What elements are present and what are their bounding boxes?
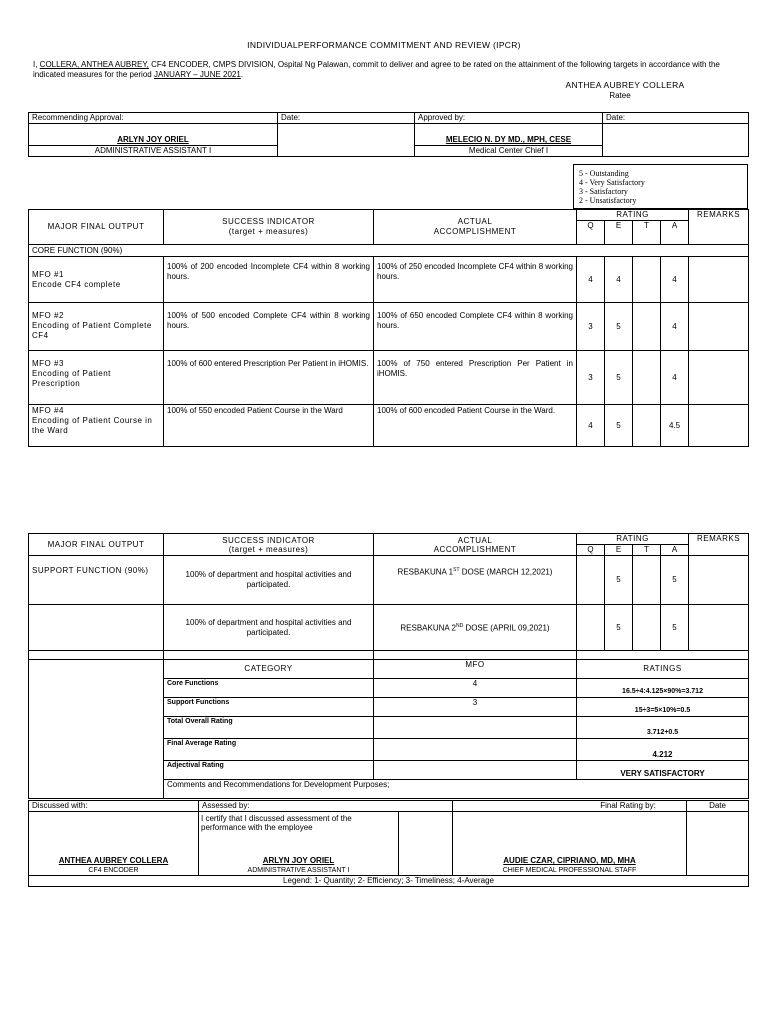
table-row	[29, 351, 749, 405]
actual-accomplishment: RESBAKUNA 2ND DOSE (APRIL 09,2021)	[374, 605, 577, 651]
header-a: A	[661, 545, 689, 556]
actual-accomplishment: 100% of 250 encoded Incomplete CF4 within 8 working hours.	[374, 257, 577, 303]
mfo-cell: MFO #1 Encode CF4 complete	[29, 257, 164, 303]
table-row	[29, 303, 749, 351]
rating-t	[633, 405, 661, 447]
rating-t	[633, 556, 661, 605]
legend: Legend: 1- Quantity; 2- Efficiency; 3- Timeliness; 4-Average	[29, 876, 749, 887]
scale-item: 4 - Very Satisfactory	[579, 178, 645, 187]
rating-e: 5	[605, 303, 633, 351]
discussed-signatory: ANTHEA AUBREY COLLERA CF4 ENCODER	[29, 812, 199, 876]
recommending-label: Recommending Approval:	[29, 113, 278, 124]
core-functions-label: Core Functions	[164, 679, 374, 698]
employee-name: COLLERA, ANTHEA AUBREY,	[39, 60, 149, 69]
rating-a: 5	[661, 556, 689, 605]
period: JANUARY – JUNE 2021	[153, 70, 241, 79]
remarks-cell	[689, 257, 749, 303]
ratee-label: Ratee	[609, 91, 631, 100]
scale-item: 3 - Satisfactory	[579, 187, 628, 196]
adjectival-rating-label: Adjectival Rating	[164, 761, 374, 780]
header-actual: ACTUAL ACCOMPLISHMENT	[374, 210, 577, 245]
rating-t	[633, 351, 661, 405]
support-mfo-count: 3	[374, 698, 577, 717]
header-success-indicator: SUCCESS INDICATOR (target + measures)	[164, 210, 374, 245]
rating-e: 5	[605, 556, 633, 605]
table-row	[29, 605, 749, 651]
actual-accomplishment: 100% of 600 encoded Patient Course in the Ward.	[374, 405, 577, 447]
core-function-label: CORE FUNCTION (90%)	[29, 245, 749, 257]
success-indicator: 100% of 600 entered Prescription Per Patient in iHOMIS.	[164, 351, 374, 405]
approved-label: Approved by:	[415, 113, 603, 124]
rating-q: 4	[577, 405, 605, 447]
rating-e: 5	[605, 351, 633, 405]
support-summary-table	[28, 533, 749, 799]
certify-statement: I certify that I discussed assessment of the performance with the employee	[201, 814, 352, 832]
mfo-cell	[29, 605, 164, 651]
success-indicator: 100% of department and hospital activities and participated.	[164, 605, 374, 651]
category-header: CATEGORY	[164, 660, 374, 679]
signoff-table	[28, 800, 749, 887]
date-label: Date:	[278, 113, 415, 124]
success-indicator: 100% of 200 encoded Incomplete CF4 within 8 working hours.	[164, 257, 374, 303]
mfo-cell: MFO #4 Encoding of Patient Course in the Ward	[29, 405, 164, 447]
ratee-name: ANTHEA AUBREY COLLERA	[565, 80, 685, 90]
core-rating-calc: 16.5÷4:4.125×90%=3.712	[577, 679, 749, 698]
rating-q: 3	[577, 351, 605, 405]
final-average-rating: 4.212	[577, 739, 749, 761]
adjectival-rating: VERY SATISFACTORY	[577, 761, 749, 780]
table-row	[29, 556, 749, 605]
mfo-cell: MFO #3 Encoding of Patient Prescription	[29, 351, 164, 405]
commitment-statement: I, COLLERA, ANTHEA AUBREY, CF4 ENCODER, CMPS DIVISION, Ospital Ng Palawan, commit to deliver and agree to be rated on the attainment of the following targets in accordance with the indicated measures for the period JANUARY – JUNE 2021.	[33, 60, 720, 79]
mfo-header: MFO	[374, 660, 577, 679]
remarks-cell	[689, 556, 749, 605]
discussed-label: Discussed with:	[29, 801, 199, 812]
success-indicator: 100% of 500 encoded Complete CF4 within 8 working hours.	[164, 303, 374, 351]
rating-e: 5	[605, 405, 633, 447]
comments-label: Comments and Recommendations for Development Purposes;	[164, 780, 749, 799]
rating-e: 5	[605, 605, 633, 651]
document-title: INDIVIDUALPERFORMANCE COMMITMENT AND REVIEW (IPCR)	[247, 40, 521, 50]
assessed-label: Assessed by:	[199, 801, 453, 812]
header-rating: RATING	[577, 210, 689, 221]
actual-accomplishment: 100% of 750 entered Prescription Per Patient in iHOMIS.	[374, 351, 577, 405]
approver-title: Medical Center Chief I	[415, 146, 603, 157]
header-a: A	[661, 221, 689, 245]
approval-table	[28, 112, 749, 157]
ratings-header: RATINGS	[577, 660, 749, 679]
final-rating-label: Final Average Rating	[164, 739, 374, 761]
rating-a: 4	[661, 303, 689, 351]
date-label: Date:	[603, 113, 749, 124]
table-row	[29, 405, 749, 447]
rating-a: 5	[661, 605, 689, 651]
rating-t	[633, 303, 661, 351]
rating-t	[633, 605, 661, 651]
recommender-title: ADMINISTRATIVE ASSISTANT I	[29, 146, 278, 157]
support-rating-calc: 15÷3=5×10%=0.5	[577, 698, 749, 717]
header-t: T	[633, 221, 661, 245]
header-q: Q	[577, 221, 605, 245]
header-e: E	[605, 545, 633, 556]
core-mfo-count: 4	[374, 679, 577, 698]
table-row	[29, 257, 749, 303]
total-rating-calc: 3.712+0.5	[577, 717, 749, 739]
scale-item: 5 - Outstanding	[579, 169, 629, 178]
rating-q	[577, 605, 605, 651]
remarks-cell	[689, 605, 749, 651]
scale-item: 2 - Unsatisfactory	[579, 196, 637, 205]
remarks-cell	[689, 351, 749, 405]
success-indicator: 100% of department and hospital activities and participated.	[164, 556, 374, 605]
support-function-label: SUPPORT FUNCTION (90%)	[29, 556, 164, 605]
actual-accomplishment: RESBAKUNA 1ST DOSE (MARCH 12,2021)	[374, 556, 577, 605]
final-rating-label: Final Rating by:	[453, 801, 687, 812]
rating-q	[577, 556, 605, 605]
date-label: Date	[687, 801, 749, 812]
success-indicator: 100% of 550 encoded Patient Course in the Ward	[164, 405, 374, 447]
header-remarks: REMARKS	[689, 534, 749, 556]
final-signatory: AUDIE CZAR, CIPRIANO, MD, MHA CHIEF MEDICAL PROFESSIONAL STAFF	[453, 812, 687, 876]
header-rating: RATING	[577, 534, 689, 545]
header-e: E	[605, 221, 633, 245]
total-rating-label: Total Overall Rating	[164, 717, 374, 739]
header-t: T	[633, 545, 661, 556]
rating-e: 4	[605, 257, 633, 303]
rating-scale	[573, 164, 748, 209]
remarks-cell	[689, 303, 749, 351]
header-actual: ACTUAL ACCOMPLISHMENT	[374, 534, 577, 556]
mfo-cell: MFO #2 Encoding of Patient Complete CF4	[29, 303, 164, 351]
approver-name: MELECIO N. DY MD., MPH, CESE	[445, 135, 572, 144]
header-success-indicator: SUCCESS INDICATOR (target + measures)	[164, 534, 374, 556]
actual-accomplishment: 100% of 650 encoded Complete CF4 within 8 working hours.	[374, 303, 577, 351]
recommender-name: ARLYN JOY ORIEL	[117, 135, 189, 144]
header-mfo: MAJOR FINAL OUTPUT	[29, 534, 164, 556]
header-q: Q	[577, 545, 605, 556]
core-function-table	[28, 209, 749, 447]
header-remarks: REMARKS	[689, 210, 749, 245]
rating-a: 4	[661, 351, 689, 405]
rating-a: 4.5	[661, 405, 689, 447]
assessed-signatory: I certify that I discussed assessment of the performance with the employee ARLYN JOY ORIEL ADMINISTRATIVE ASSISTANT I	[199, 812, 399, 876]
rating-a: 4	[661, 257, 689, 303]
support-functions-label: Support Functions	[164, 698, 374, 717]
rating-q: 3	[577, 303, 605, 351]
rating-q: 4	[577, 257, 605, 303]
header-mfo: MAJOR FINAL OUTPUT	[29, 210, 164, 245]
rating-t	[633, 257, 661, 303]
remarks-cell	[689, 405, 749, 447]
